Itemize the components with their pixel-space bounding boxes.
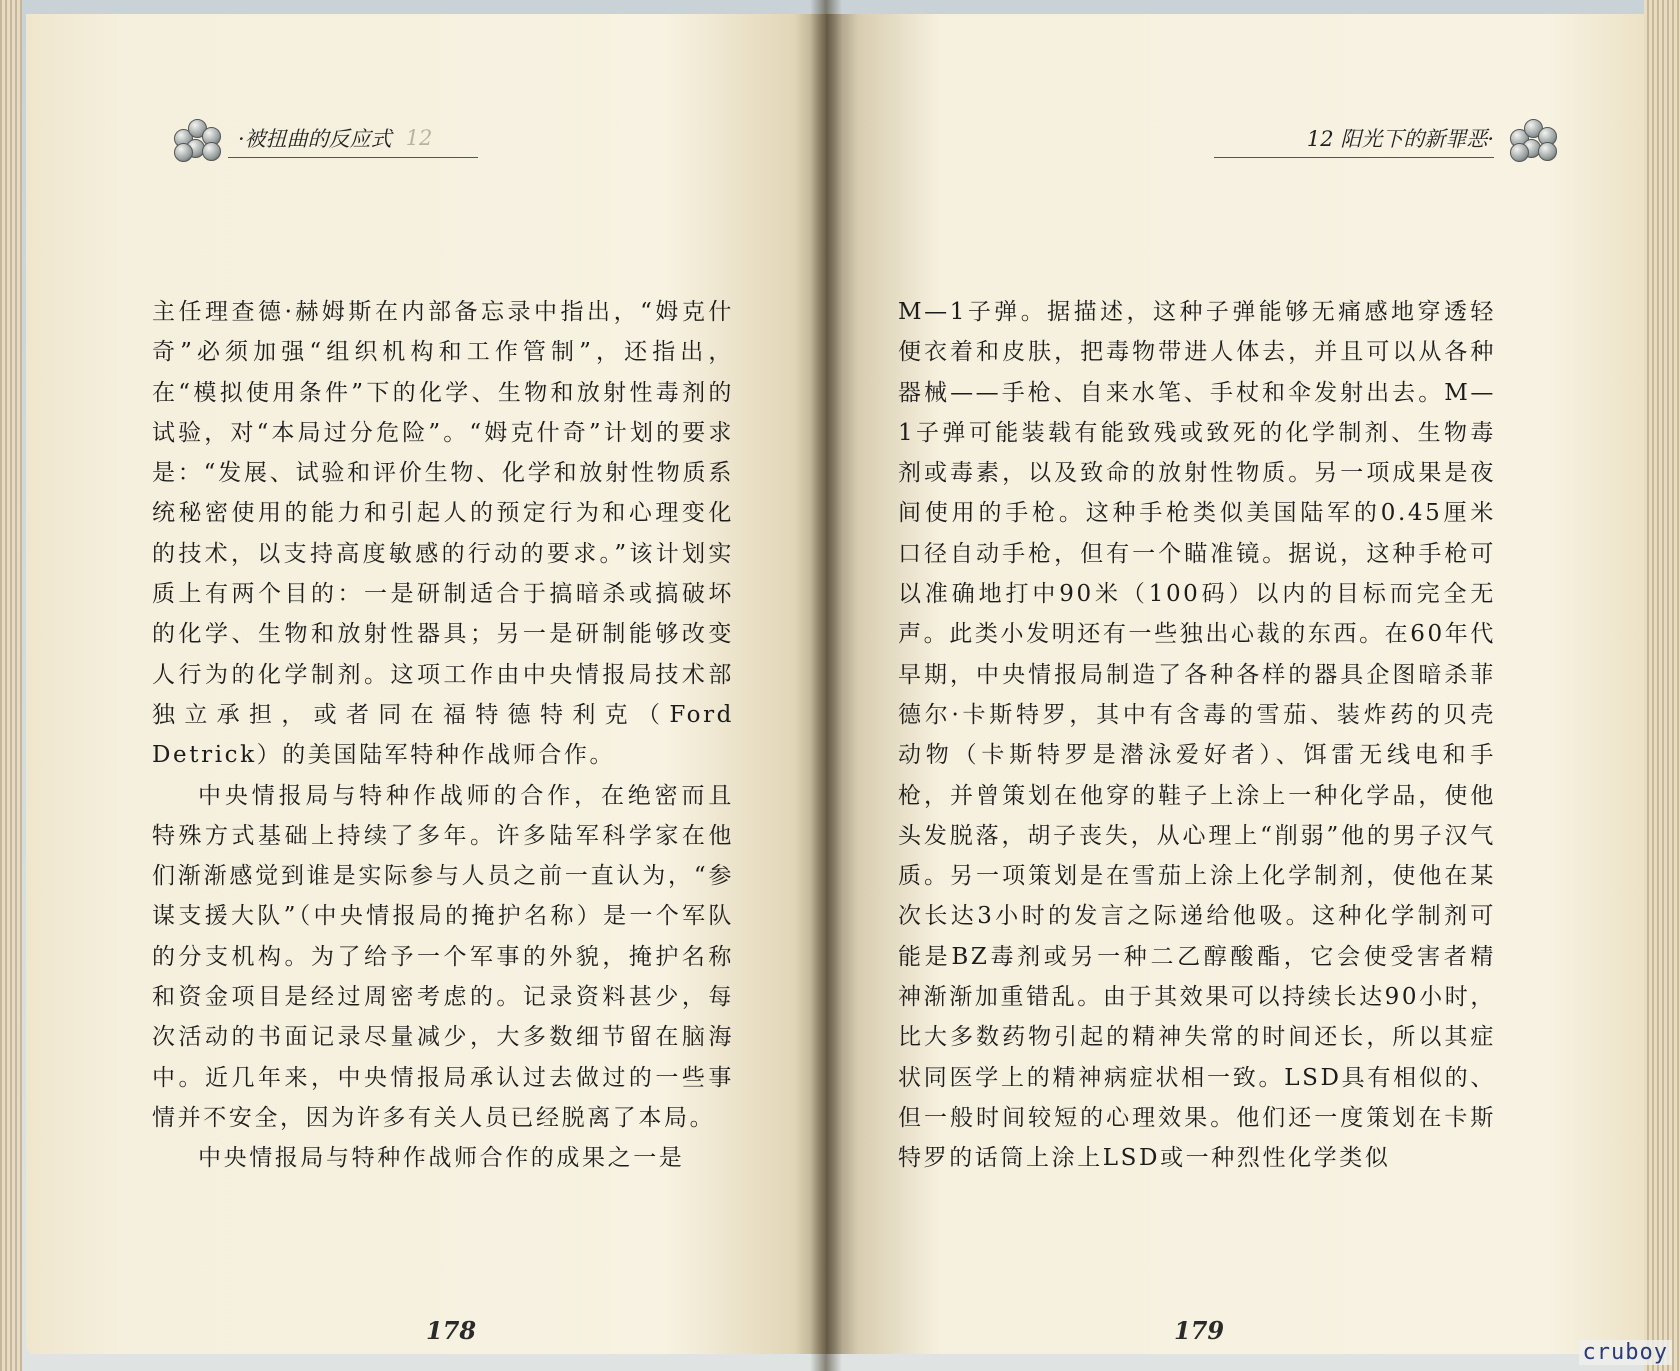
left-page-edges — [0, 0, 22, 1371]
paragraph: M—1子弹。据描述，这种子弹能够无痛感地穿透轻便衣着和皮肤，把毒物带进人体去，并且可以从各种器械——手枪、自来水笔、手杖和伞发射出去。M—1子弹可能装载有能致残或致死的化学制剂、生物毒剂或毒素，以及致命的放射性物质。另一项成果是夜间使用的手枪。这种手枪类似美国陆军的0.45厘米口径自动手枪，但有一个瞄准镜。据说，这种手枪可以准确地打中90米（100码）以内的目标而完全无声。此类小发明还有一些独出心裁的东西。在60年代早期，中央情报局制造了各种各样的器具企图暗杀菲德尔·卡斯特罗，其中有含毒的雪茄、装炸药的贝壳动物（卡斯特罗是潜泳爱好者）、饵雷无线电和手枪，并曾策划在他穿的鞋子上涂上一种化学品，使他头发脱落，胡子丧失，从心理上“削弱”他的男子汉气质。另一项策划是在雪茄上涂上化学制剂，使他在某次长达3小时的发言之际递给他吸。这种化学制剂可能是BZ毒剂或另一种二乙醇酸酯，它会使受害者精神渐渐加重错乱。由于其效果可以持续长达90小时，比大多数药物引起的精神失常的时间还长，所以其症状同医学上的精神病症状相一致。LSD具有相似的、但一般时间较短的心理效果。他们还一度策划在卡斯特罗的话筒上涂上LSD或一种烈性化学类似 — [898, 299, 1496, 1172]
running-head-rule — [1214, 157, 1494, 158]
left-running-head — [158, 118, 432, 158]
gutter-shadow — [810, 0, 842, 1371]
scanner-watermark: cruboy — [1579, 1340, 1672, 1365]
right-page — [826, 14, 1644, 1354]
right-page-edges — [1644, 0, 1680, 1371]
paragraph: 中央情报局与特种作战师的合作，在绝密而且特殊方式基础上持续了多年。许多陆军科学家在他们渐渐感觉到谁是实际参与人员之前一直认为，“参谋支援大队”（中央情报局的掩护名称）是一个军队的分支机构。为了给予一个军事的外貌，掩护名称和资金项目是经过周密考虑的。记录资料甚少，每次活动的书面记录尽量减少，大多数细节留在脑海中。近几年来，中央情报局承认过去做过的一些事情并不安全，因为许多有关人员已经脱离了本局。 — [152, 782, 734, 1131]
left-page — [26, 14, 826, 1354]
right-running-head — [1307, 118, 1574, 158]
page-number: 178 — [426, 1316, 477, 1345]
show-through-chapter-number: 12 — [405, 126, 433, 150]
running-head-rule — [228, 157, 478, 158]
right-body-text — [898, 292, 1496, 1179]
right-running-head-title: 12 阳光下的新罪恶· — [1306, 127, 1494, 151]
paragraph: 中央情报局与特种作战师合作的成果之一是 — [198, 1145, 685, 1172]
left-running-head-title: ·被扭曲的反应式 — [238, 127, 392, 151]
left-body-text — [152, 292, 734, 1179]
paragraph: 主任理查德·赫姆斯在内部备忘录中指出，“姆克什奇”必须加强“组织机构和工作管制”，还指出，在“模拟使用条件”下的化学、生物和放射性毒剂的试验，对“本局过分危险”。“姆克什奇”计划的要求是：“发展、试验和评价生物、化学和放射性物质系统秘密使用的能力和引起人的预定行为和心理变化的技术，以支持高度敏感的行动的要求。”该计划实质上有两个目的：一是研制适合于搞暗杀或搞破坏的化学、生物和放射性器具；另一是研制能够改变人行为的化学制剂。这项工作由中央情报局技术部独立承担，或者同在福特德特利克（Ford Detrick）的美国陆军特种作战师合作。 — [152, 299, 734, 769]
molecule-cluster-icon — [172, 115, 224, 161]
page-number: 179 — [1174, 1316, 1225, 1345]
molecule-cluster-icon — [1508, 115, 1560, 161]
